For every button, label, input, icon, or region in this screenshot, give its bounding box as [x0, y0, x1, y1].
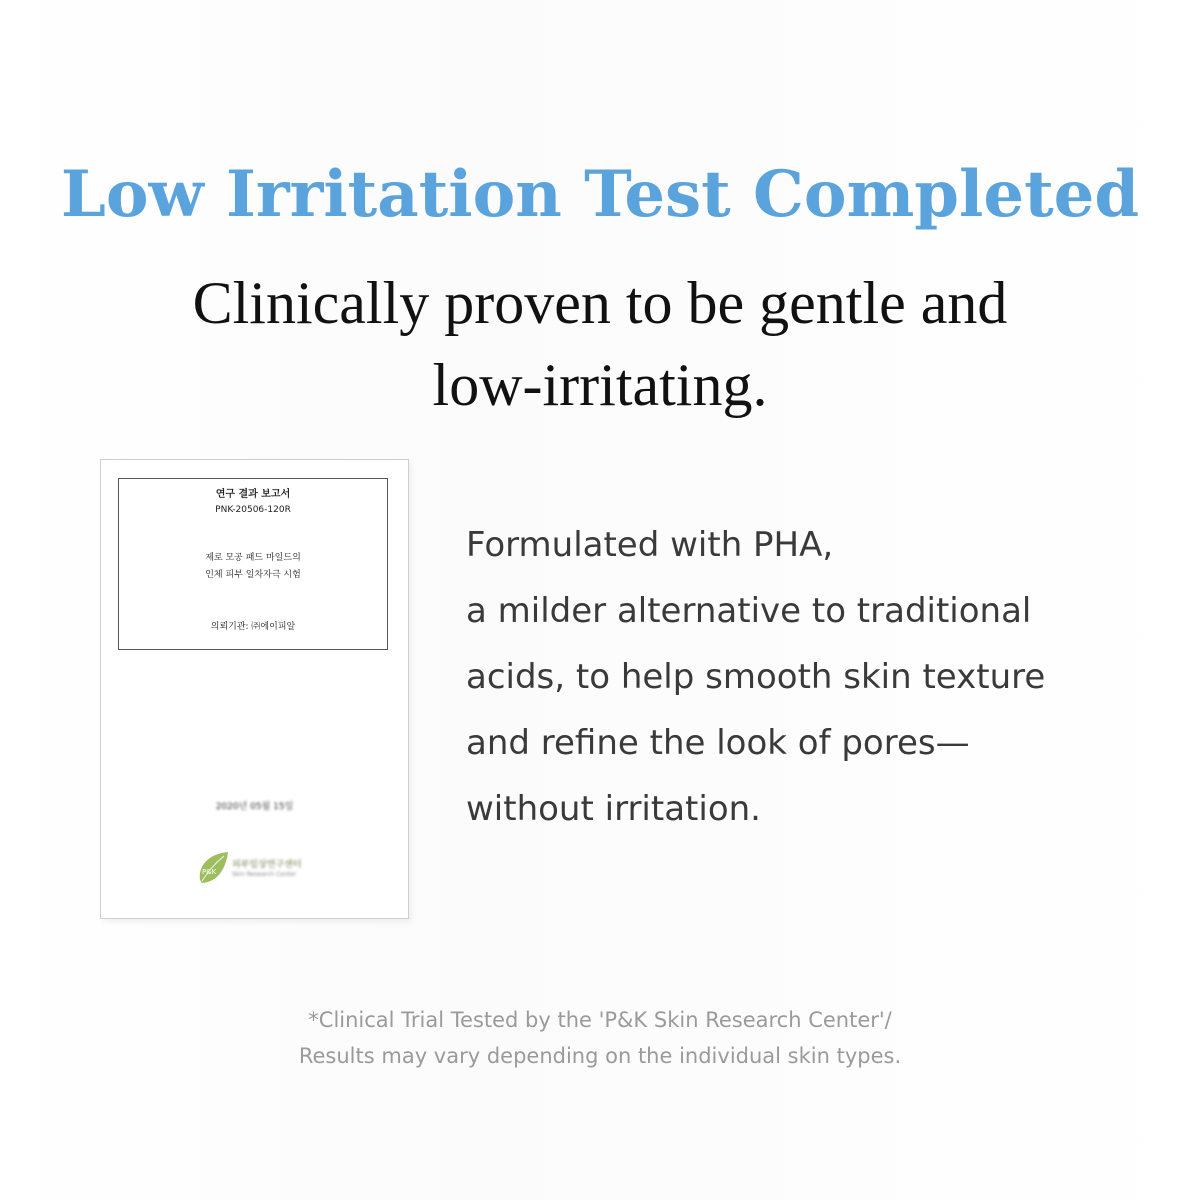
subtitle-line: low-irritating.	[432, 352, 768, 418]
report-cover-box	[118, 478, 388, 650]
leaf-icon	[196, 850, 230, 886]
report-code: PNK-20506-120R	[215, 505, 291, 515]
description-line: without irritation.	[466, 789, 761, 829]
description-line: and refine the look of pores—	[466, 723, 970, 763]
footnote-line: *Clinical Trial Tested by the 'P&K Skin Research Center'/	[308, 1008, 892, 1032]
logo-subtext: Skin Research Center	[232, 871, 297, 878]
page-subtitle	[150, 262, 1050, 426]
report-heading: 연구 결과 보고서	[215, 489, 291, 500]
subtitle-line: Clinically proven to be gentle and	[192, 270, 1008, 336]
test-report-document	[100, 459, 409, 919]
description-line: Formulated with PHA,	[466, 525, 834, 565]
report-test-name: 제로 모공 패드 마일드의	[205, 553, 301, 563]
disclaimer-footnote	[0, 1002, 1200, 1074]
description-line: acids, to help smooth skin texture	[466, 657, 1046, 697]
page-title: Low Irritation Test Completed	[60, 157, 1140, 232]
report-test-name: 인체 피부 일차자극 시험	[205, 570, 301, 580]
svg-text:P&K: P&K	[202, 868, 217, 876]
research-center-logo	[196, 850, 326, 890]
report-client: 의뢰기관: ㈜에이피알	[210, 622, 296, 632]
footnote-line: Results may vary depending on the individual skin types.	[298, 1044, 902, 1068]
description-text	[466, 512, 1146, 842]
report-date: 2020년 05월 15일	[215, 802, 294, 812]
description-line: a milder alternative to traditional	[466, 591, 1032, 631]
logo-text: 피부임상연구센터	[232, 860, 302, 870]
